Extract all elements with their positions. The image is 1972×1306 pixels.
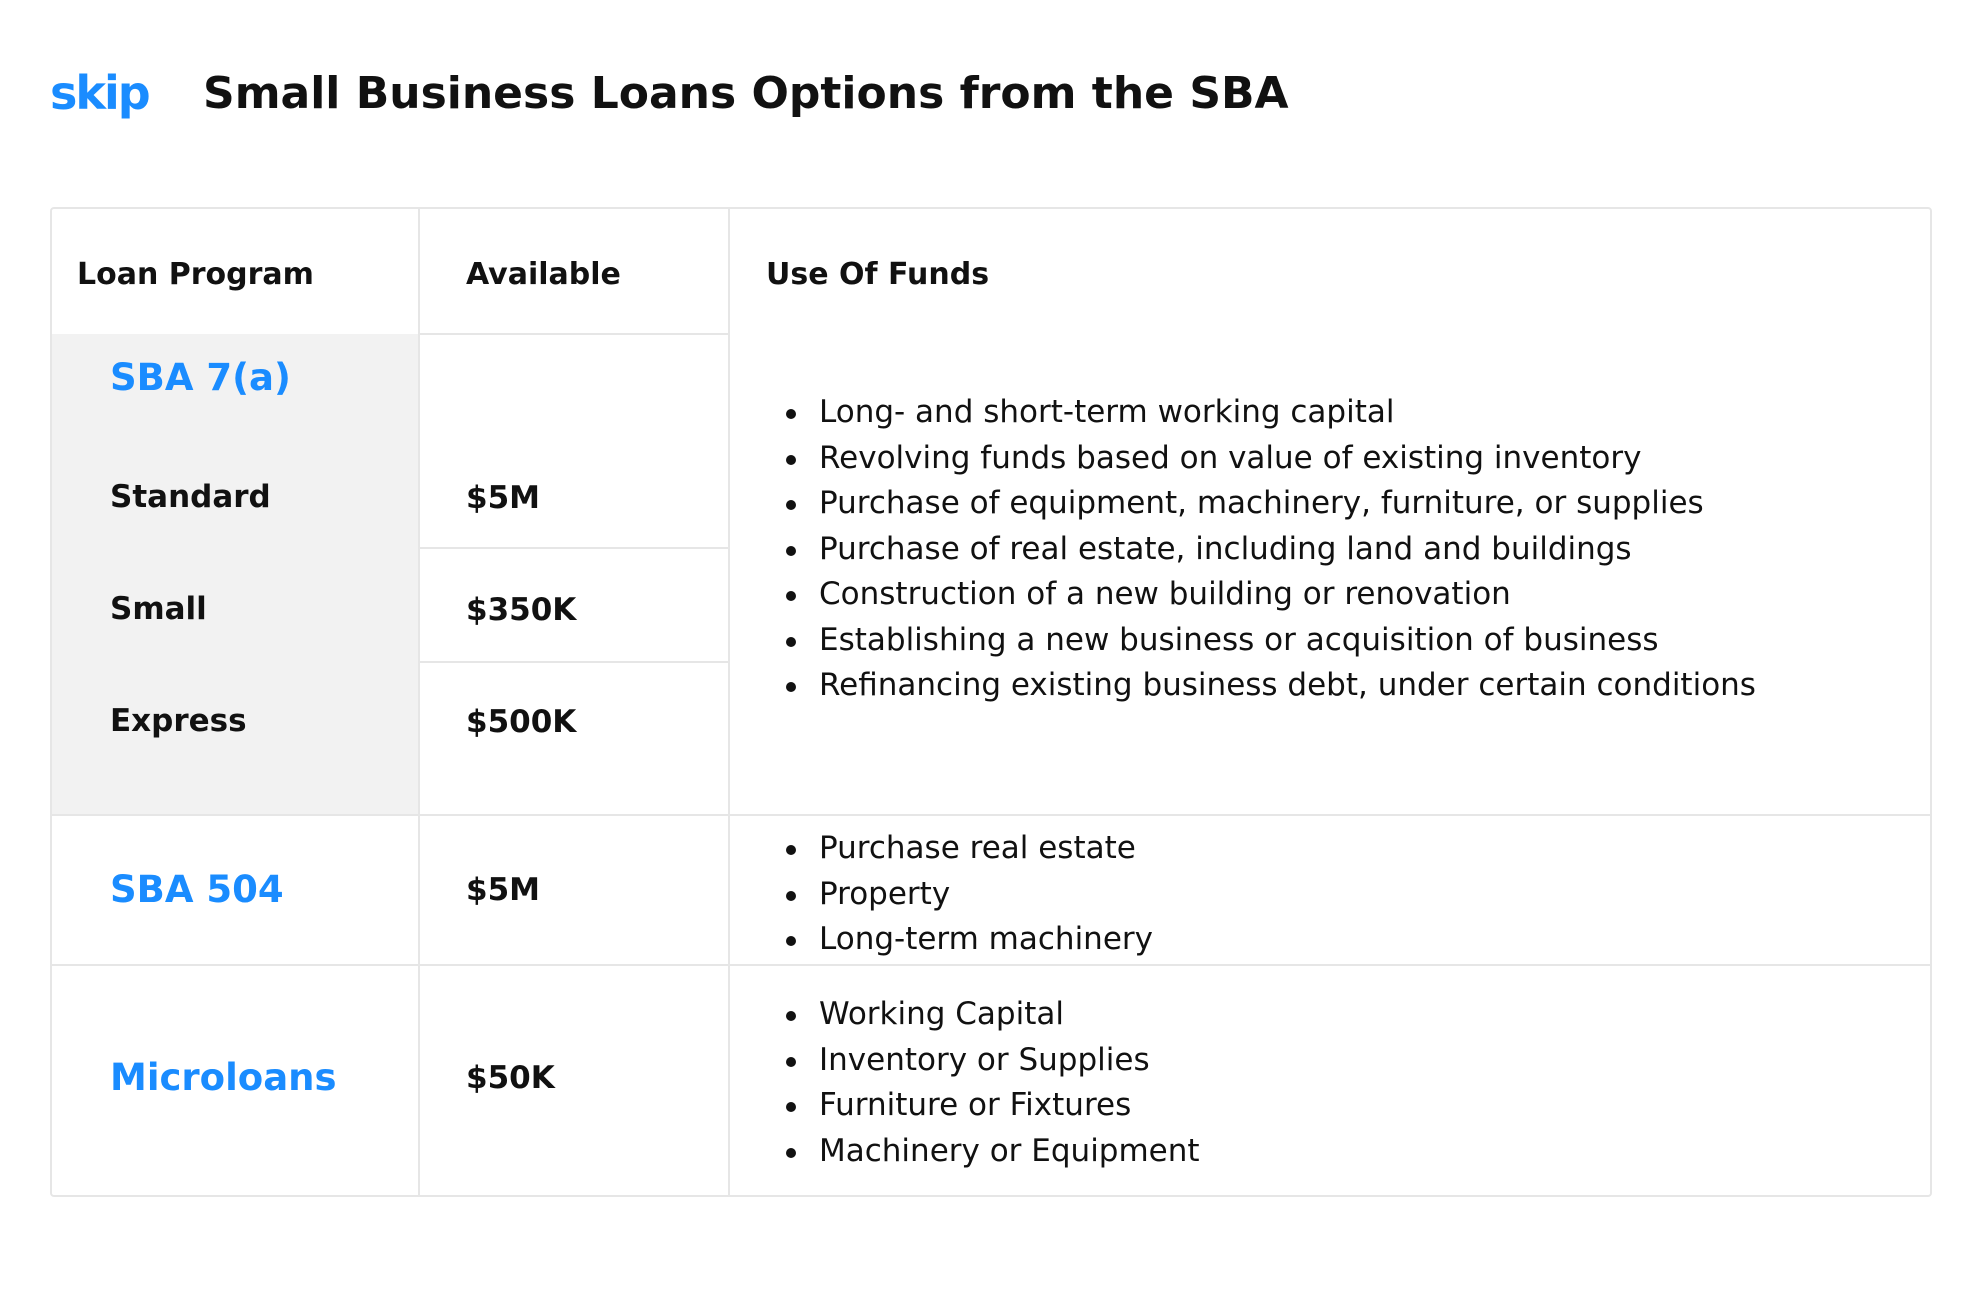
column-divider <box>728 209 730 1195</box>
row-divider <box>418 661 728 663</box>
header-loan-program: Loan Program <box>77 257 314 292</box>
uses-list <box>779 826 1153 963</box>
list-item: Long- and short-term working capital <box>779 390 1756 436</box>
available-small: $350K <box>466 592 577 628</box>
uses-list <box>779 992 1200 1174</box>
list-item: Long-term machinery <box>779 917 1153 963</box>
page-title: Small Business Loans Options from the SBA <box>203 68 1289 119</box>
skip-logo: skip <box>50 66 149 120</box>
header-available: Available <box>466 257 621 292</box>
list-item: Property <box>779 872 1153 918</box>
available-sba-504: $5M <box>466 872 540 908</box>
subtype-standard: Standard <box>110 479 271 515</box>
list-item: Inventory or Supplies <box>779 1038 1200 1084</box>
column-divider <box>418 209 420 1195</box>
program-sba-7a: SBA 7(a) <box>110 356 291 399</box>
row-divider <box>418 547 728 549</box>
row-divider <box>52 964 1930 966</box>
header-use-of-funds: Use Of Funds <box>766 257 990 292</box>
uses-list <box>779 390 1756 709</box>
row-divider <box>418 333 728 335</box>
list-item: Revolving funds based on value of existing inventory <box>779 436 1756 482</box>
list-item: Establishing a new business or acquisition of business <box>779 618 1756 664</box>
available-standard: $5M <box>466 480 540 516</box>
uses-microloans <box>779 992 1200 1174</box>
list-item: Machinery or Equipment <box>779 1129 1200 1175</box>
subtype-express: Express <box>110 703 247 739</box>
sba-7a-program-cell <box>52 334 418 815</box>
available-microloans: $50K <box>466 1060 555 1096</box>
uses-sba-7a <box>779 390 1756 709</box>
list-item: Refinancing existing business debt, under certain conditions <box>779 663 1756 709</box>
list-item: Purchase real estate <box>779 826 1153 872</box>
uses-sba-504 <box>779 826 1153 963</box>
loan-table <box>50 207 1932 1197</box>
list-item: Purchase of equipment, machinery, furniture, or supplies <box>779 481 1756 527</box>
list-item: Working Capital <box>779 992 1200 1038</box>
list-item: Purchase of real estate, including land and buildings <box>779 527 1756 573</box>
program-sba-504: SBA 504 <box>110 868 284 911</box>
list-item: Furniture or Fixtures <box>779 1083 1200 1129</box>
available-express: $500K <box>466 704 577 740</box>
list-item: Construction of a new building or renovation <box>779 572 1756 618</box>
subtype-small: Small <box>110 591 207 627</box>
program-microloans: Microloans <box>110 1056 337 1099</box>
row-divider <box>52 814 1930 816</box>
